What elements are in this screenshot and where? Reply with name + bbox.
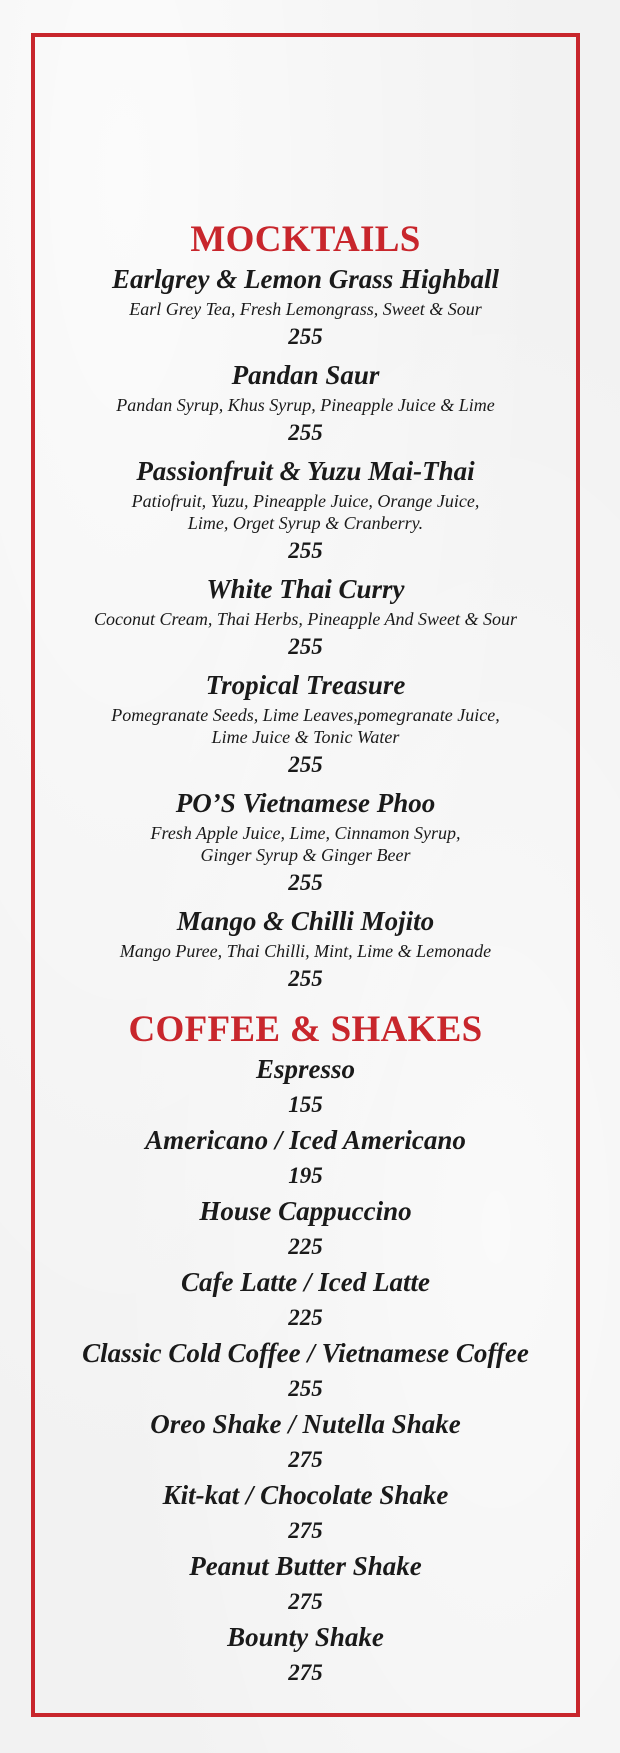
menu-item: [35, 358, 576, 448]
menu-content: [35, 218, 576, 1691]
item-price: 275: [288, 1518, 323, 1543]
item-name: Bounty Shake: [227, 1622, 384, 1652]
menu-item: [35, 668, 576, 780]
item-name: Pandan Saur: [231, 360, 380, 390]
menu-item: [35, 786, 576, 898]
item-name: Cafe Latte / Iced Latte: [181, 1267, 430, 1297]
item-name: Kit-kat / Chocolate Shake: [162, 1480, 449, 1510]
section-title-coffee-shakes: COFFEE & SHAKES: [128, 1009, 483, 1050]
item-price: 155: [288, 1092, 323, 1117]
item-description: Fresh Apple Juice, Lime, Cinnamon Syrup, Ginger Syrup & Ginger Beer: [150, 823, 461, 865]
item-name: Classic Cold Coffee / Vietnamese Coffee: [82, 1338, 529, 1368]
menu-item: [35, 1194, 576, 1262]
menu-item: [35, 904, 576, 994]
item-price: 225: [288, 1305, 323, 1330]
item-description: Earl Grey Tea, Fresh Lemongrass, Sweet & Sour: [129, 299, 482, 319]
item-description: Coconut Cream, Thai Herbs, Pineapple And Sweet & Sour: [94, 609, 517, 629]
item-description: Pomegranate Seeds, Lime Leaves,pomegranate Juice, Lime Juice & Tonic Water: [111, 705, 500, 747]
mocktails-section: [35, 218, 576, 994]
item-price: 255: [288, 870, 323, 895]
item-name: Americano / Iced Americano: [145, 1125, 466, 1155]
item-price: 195: [288, 1163, 323, 1188]
item-name: House Cappuccino: [199, 1196, 412, 1226]
item-name: Espresso: [255, 1054, 356, 1084]
item-description: Mango Puree, Thai Chilli, Mint, Lime & Lemonade: [119, 941, 492, 961]
menu-item: [35, 1052, 576, 1120]
item-name: Peanut Butter Shake: [189, 1551, 422, 1581]
menu-item: [35, 262, 576, 352]
item-price: 255: [288, 1376, 323, 1401]
menu-item: [35, 1265, 576, 1333]
item-price: 275: [288, 1447, 323, 1472]
item-price: 255: [288, 752, 323, 777]
item-description: Pandan Syrup, Khus Syrup, Pineapple Juice & Lime: [116, 395, 495, 415]
menu-item: [35, 1620, 576, 1688]
menu-item: [35, 1407, 576, 1475]
menu-item: [35, 1478, 576, 1546]
item-name: Tropical Treasure: [205, 670, 406, 700]
item-price: 225: [288, 1234, 323, 1259]
section-title-mocktails: MOCKTAILS: [190, 219, 421, 260]
item-name: Mango & Chilli Mojito: [176, 906, 435, 936]
item-price: 275: [288, 1589, 323, 1614]
item-price: 255: [288, 634, 323, 659]
menu-item: [35, 454, 576, 566]
item-price: 275: [288, 1660, 323, 1685]
item-price: 255: [288, 538, 323, 563]
item-name: Oreo Shake / Nutella Shake: [150, 1409, 461, 1439]
menu-item: [35, 1336, 576, 1404]
item-price: 255: [288, 420, 323, 445]
item-name: PO’S Vietnamese Phoo: [175, 788, 436, 818]
item-name: Earlgrey & Lemon Grass Highball: [111, 264, 500, 294]
coffee-shakes-section: [35, 1008, 576, 1688]
item-name: Passionfruit & Yuzu Mai-Thai: [136, 456, 475, 486]
menu-item: [35, 1549, 576, 1617]
item-name: White Thai Curry: [206, 574, 405, 604]
item-price: 255: [288, 324, 323, 349]
menu-item: [35, 1123, 576, 1191]
item-price: 255: [288, 966, 323, 991]
item-description: Patiofruit, Yuzu, Pineapple Juice, Orange Juice, Lime, Orget Syrup & Cranberry.: [131, 491, 480, 533]
menu-item: [35, 572, 576, 662]
